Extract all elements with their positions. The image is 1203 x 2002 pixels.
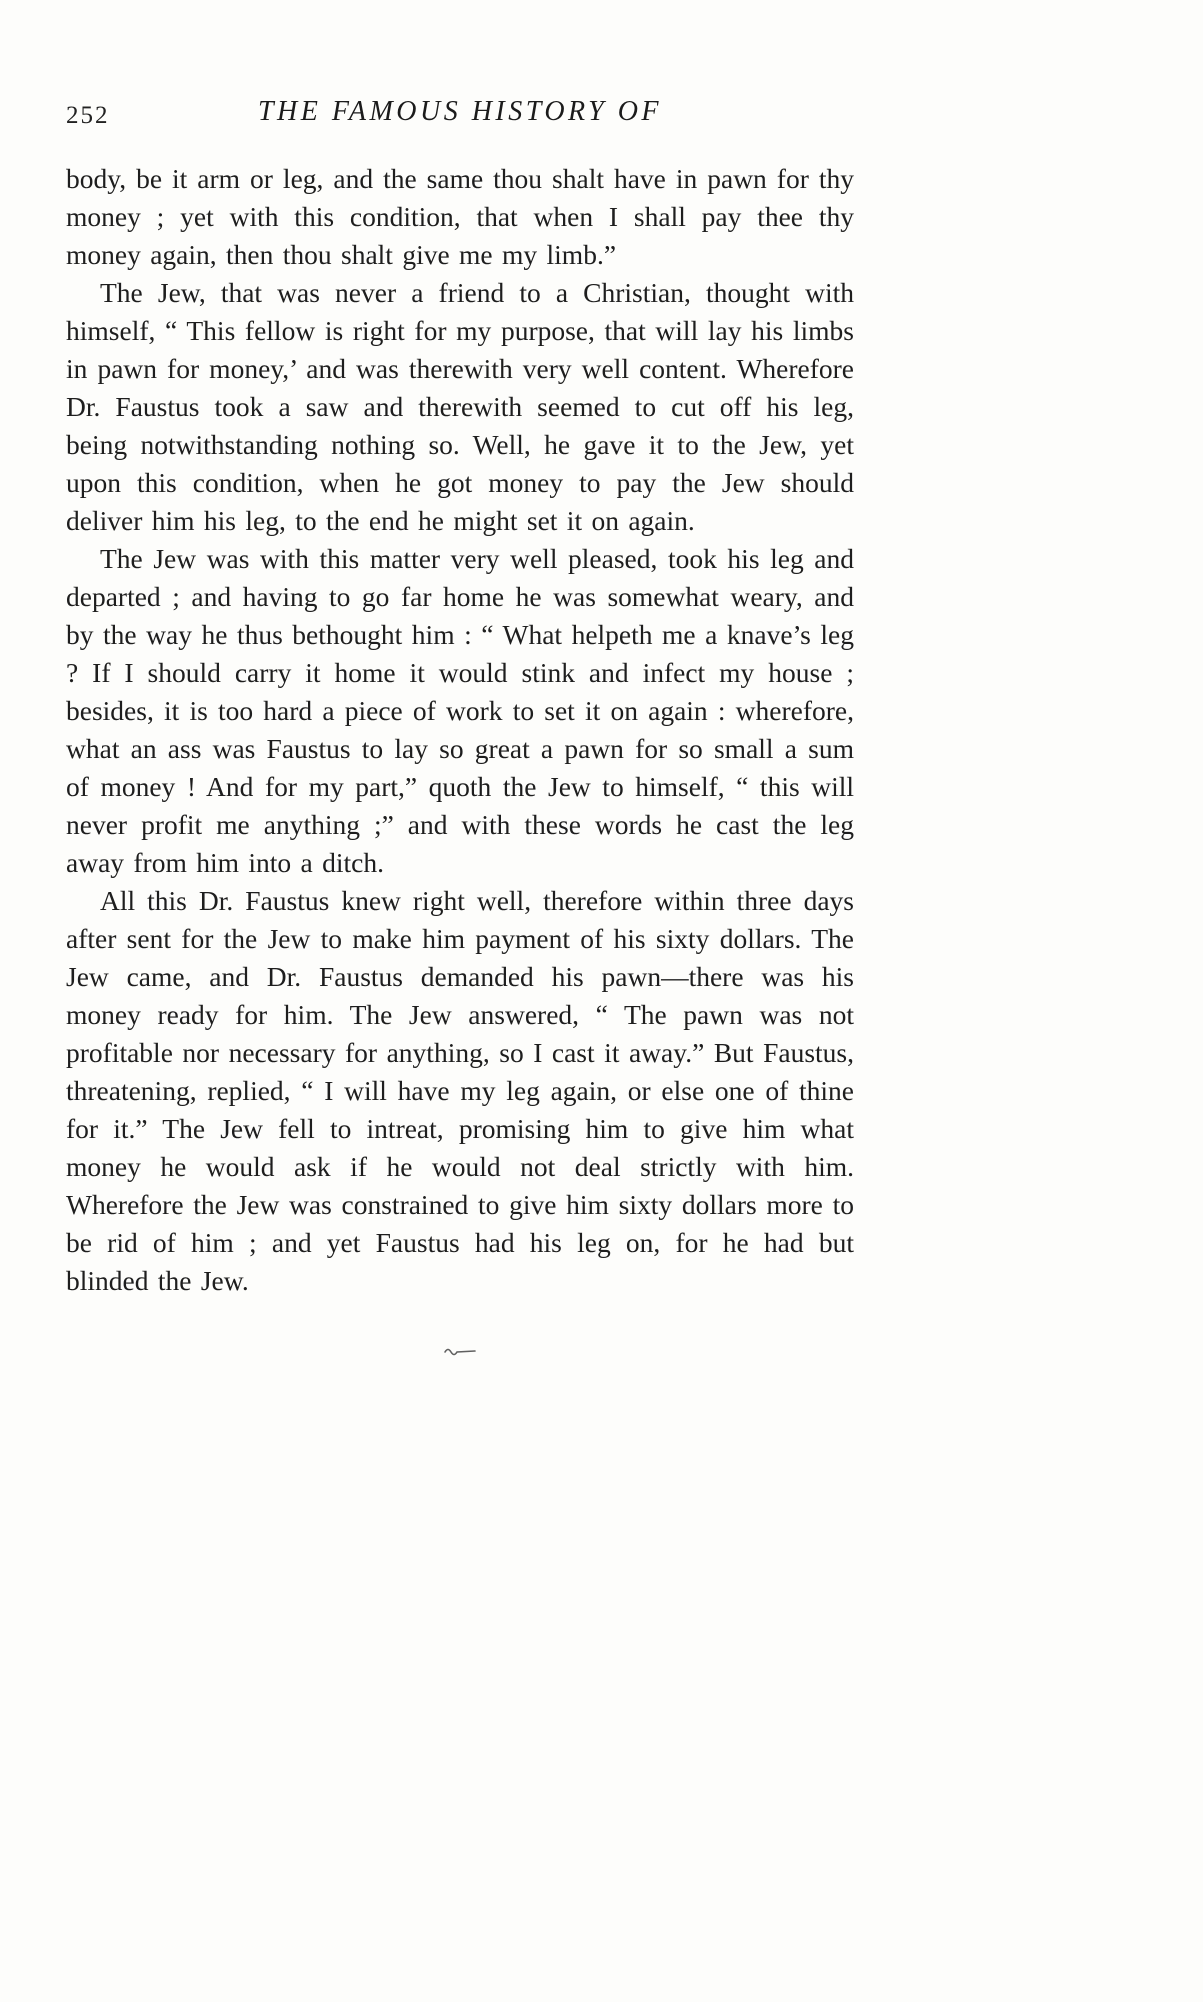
page-body [66, 160, 854, 1300]
body-paragraph: The Jew, that was never a friend to a Christian, thought with himself, “ This fellow is right for my purpose, that will lay his limbs in pawn for money,’ and was therewith very well content. Wherefore Dr. Faustus took a saw and therewith seemed to cut off his leg, being notwithstanding nothing so. Well, he gave it to the Jew, yet upon this condition, when he got money to pay the Jew should deliver him his leg, to the end he might set it on again. [66, 277, 854, 536]
page-number: 252 [66, 102, 110, 129]
body-paragraph: All this Dr. Faustus knew right well, therefore within three days after sent for the Jew to make him payment of his sixty dollars. The Jew came, and Dr. Faustus demanded his pawn—there was his money ready for him. The Jew answered, “ The pawn was not profitable nor necessary for anything, so I cast it away.” But Faustus, threatening, replied, “ I will have my leg again, or else one of thine for it.” The Jew fell to intreat, promising him to give him what money he would ask if he would not deal strictly with him. Wherefore the Jew was constrained to give him sixty dollars more to be rid of him ; and yet Faustus had his leg on, for he had but blinded the Jew. [66, 885, 854, 1296]
end-ornament-squiggle-icon [443, 1342, 477, 1359]
body-paragraph: The Jew was with this matter very well pleased, took his leg and departed ; and having to go far home he was somewhat weary, and by the way he thus bethought him : “ What helpeth me a knave’s leg ? If I should carry it home it would stink and infect my house ; besides, it is too hard a piece of work to set it on again : wherefore, what an ass was Faustus to lay so great a pawn for so small a sum of money ! And for my part,” quoth the Jew to himself, “ this will never profit me anything ;” and with these words he cast the leg away from him into a ditch. [66, 543, 854, 878]
running-header [66, 96, 854, 140]
running-header-title: THE FAMOUS HISTORY OF [257, 96, 663, 127]
footer-ornament-row [66, 1342, 854, 1360]
text-column [66, 96, 854, 1360]
body-paragraph: body, be it arm or leg, and the same thou shalt have in pawn for thy money ; yet with this condition, that when I shall pay thee thy money again, then thou shalt give me my limb.” [66, 163, 854, 270]
